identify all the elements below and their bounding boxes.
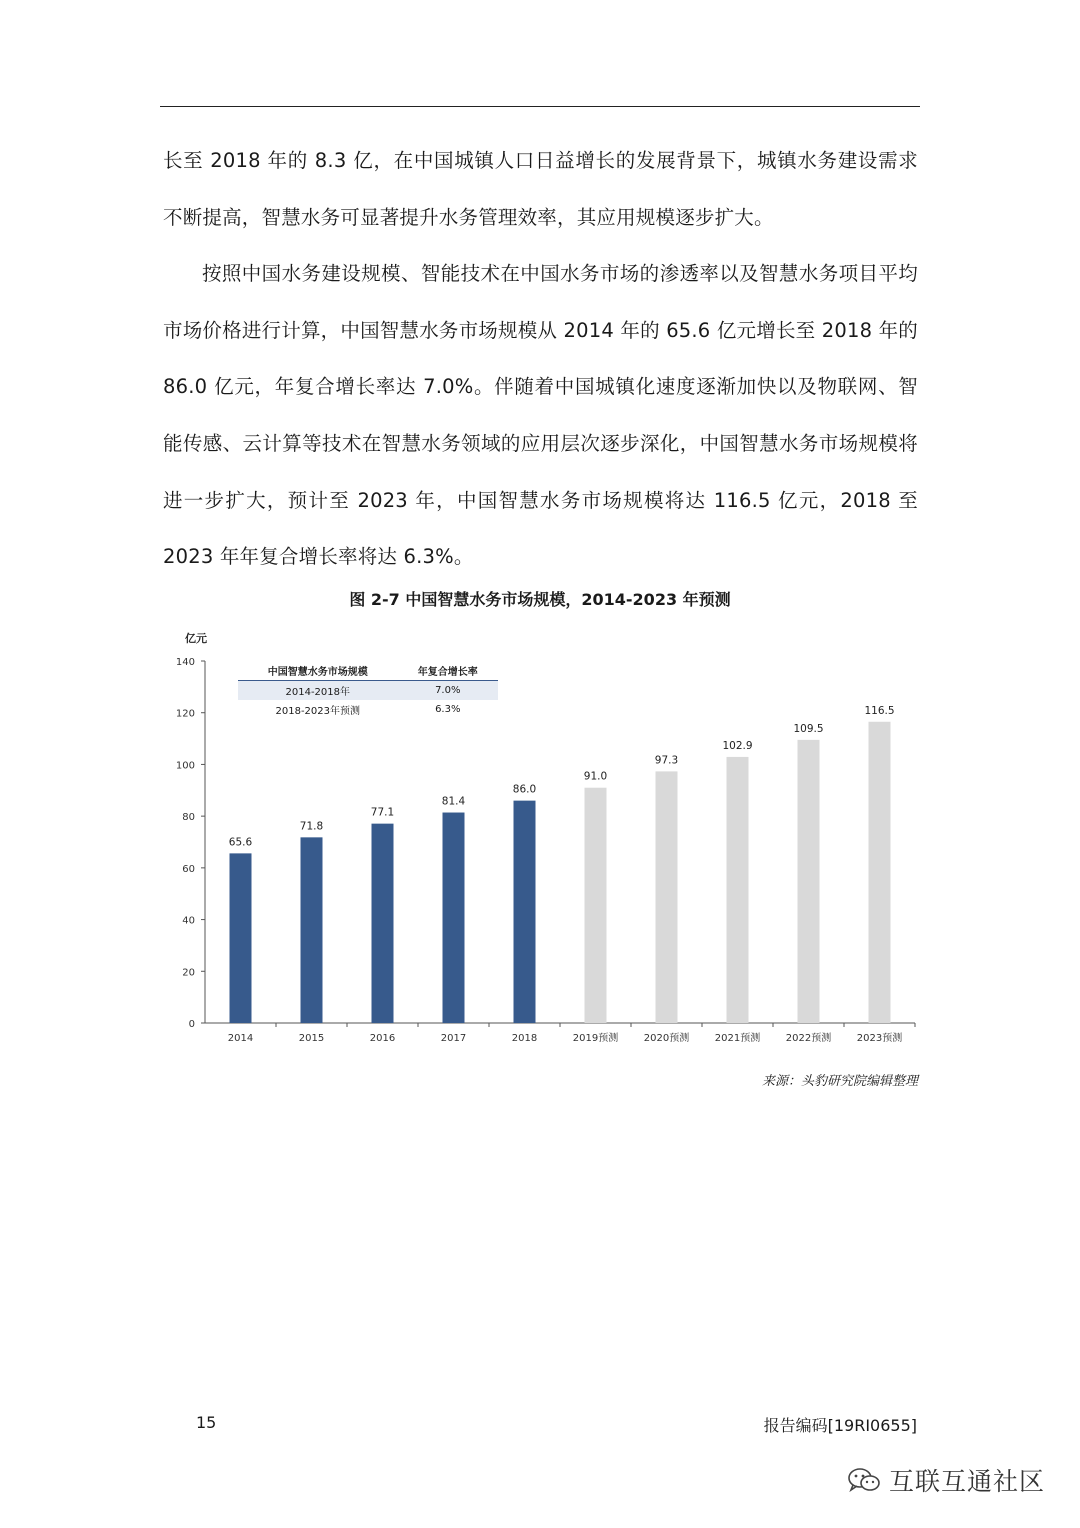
x-tick-label: 2017 xyxy=(440,1033,467,1044)
paragraph-1: 长至 2018 年的 8.3 亿，在中国城镇人口日益增长的发展背景下，城镇水务建设需求不断提高，智慧水务可显著提升水务管理效率，其应用规模逐步扩大。 xyxy=(163,149,918,229)
cagr-header-market: 中国智慧水务市场规模 xyxy=(238,661,398,681)
bar xyxy=(443,813,465,1023)
x-tick-label: 2022预测 xyxy=(785,1033,832,1044)
x-tick-label: 2016 xyxy=(369,1033,396,1044)
x-tick-label: 2015 xyxy=(298,1033,325,1044)
bar-value-label: 86.0 xyxy=(512,783,537,796)
bar-value-label: 91.0 xyxy=(583,770,608,783)
cagr-row xyxy=(238,700,498,719)
x-tick-label: 2019预测 xyxy=(572,1033,619,1044)
cagr-rate: 7.0% xyxy=(398,681,498,701)
y-tick-label: 40 xyxy=(182,915,195,927)
y-tick-label: 0 xyxy=(188,1019,195,1030)
bar-value-label: 109.5 xyxy=(793,722,824,735)
y-tick-label: 120 xyxy=(175,708,195,720)
bar-value-label: 116.5 xyxy=(864,704,895,717)
cagr-header-rate: 年复合增长率 xyxy=(398,661,498,681)
figure-title: 图 2-7 中国智慧水务市场规模，2014-2023 年预测 xyxy=(349,590,731,609)
body-text xyxy=(163,133,918,586)
chart-source: 来源：头豹研究院编辑整理 xyxy=(761,1074,918,1089)
bar xyxy=(727,757,749,1023)
bar xyxy=(585,788,607,1023)
bar-value-label: 71.8 xyxy=(299,820,324,833)
bar-value-label: 102.9 xyxy=(722,739,753,752)
cagr-period: 2018-2023年预测 xyxy=(275,706,361,717)
cagr-row xyxy=(238,681,498,701)
bar xyxy=(301,837,323,1023)
chart-container xyxy=(160,622,920,1052)
bar xyxy=(372,824,394,1023)
bar-value-label: 77.1 xyxy=(370,806,395,819)
x-tick-label: 2014 xyxy=(227,1033,254,1044)
bar xyxy=(798,740,820,1023)
wechat-icon xyxy=(847,1466,881,1494)
bar-value-label: 65.6 xyxy=(228,836,253,849)
page-number: 15 xyxy=(196,1413,217,1432)
bar xyxy=(514,801,536,1023)
bar xyxy=(656,771,678,1023)
bar-value-label: 81.4 xyxy=(441,795,466,808)
y-tick-label: 80 xyxy=(182,812,195,824)
x-tick-label: 2018 xyxy=(511,1033,538,1044)
cagr-period: 2014-2018年 xyxy=(238,681,398,701)
cagr-rate: 6.3% xyxy=(435,704,461,715)
bar-value-label: 97.3 xyxy=(654,754,679,767)
x-tick-label: 2020预测 xyxy=(643,1033,690,1044)
y-tick-label: 100 xyxy=(175,760,195,772)
x-tick-label: 2021预测 xyxy=(714,1033,761,1044)
header-rule xyxy=(160,106,920,107)
bar xyxy=(869,722,891,1023)
paragraph-2: 按照中国水务建设规模、智能技术在中国水务市场的渗透率以及智慧水务项目平均市场价格进行计算，中国智慧水务市场规模从 2014 年的 65.6 亿元增长至 2018 年的 86.0 亿元，年复合增长率达 7.0%。伴随着中国城镇化速度逐渐加快以及物联网、智能传感、云计算等技术在智慧水务领域的应用层次逐步深化，中国智慧水务市场规模将进一步扩大，预计至 2023 年，中国智慧水务市场规模将达 116.5 亿元，2018 至 2023 年年复合增长率将达 6.3%。 xyxy=(163,262,918,569)
y-tick-label: 60 xyxy=(182,863,195,875)
bar xyxy=(230,853,252,1023)
wechat-watermark xyxy=(847,1462,1045,1498)
wechat-account-name: 互联互通社区 xyxy=(888,1467,1045,1496)
report-code: 报告编码[19RI0655] xyxy=(763,1416,917,1435)
x-tick-label: 2023预测 xyxy=(856,1033,903,1044)
y-axis-label: 亿元 xyxy=(185,632,207,645)
y-tick-label: 20 xyxy=(182,967,195,979)
cagr-table xyxy=(238,661,498,719)
y-tick-label: 140 xyxy=(175,657,195,668)
